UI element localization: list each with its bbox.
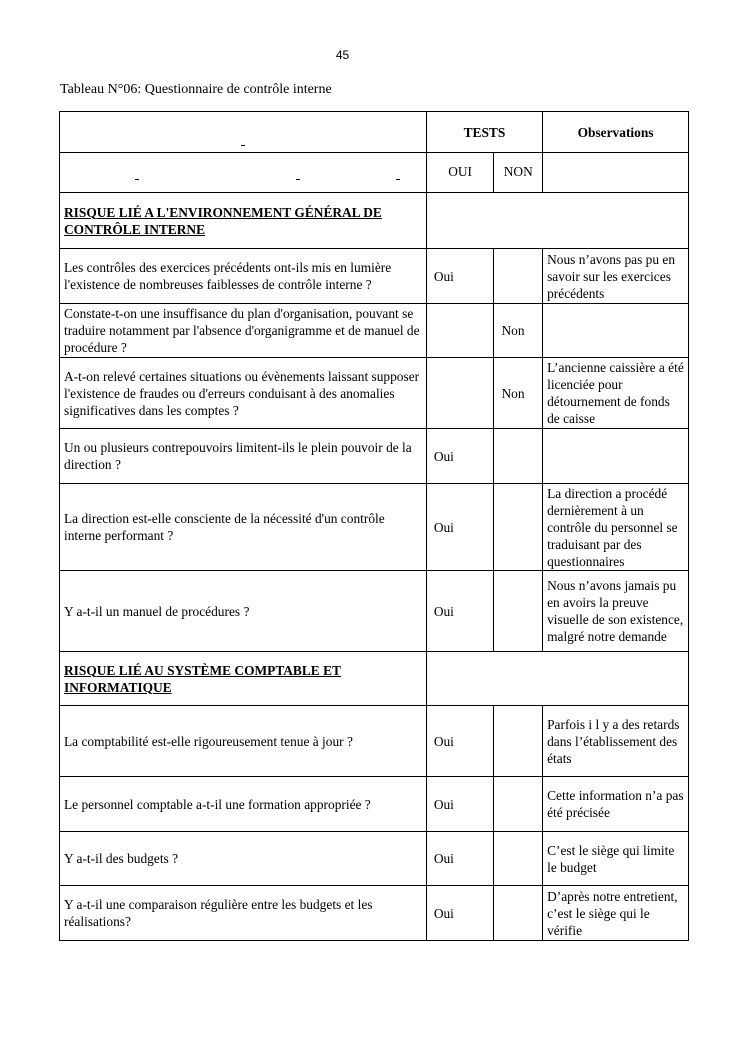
observation-cell — [543, 429, 689, 484]
oui-cell: Oui — [426, 886, 494, 941]
table-row — [60, 358, 689, 429]
placeholder-mark — [396, 179, 400, 180]
section-title: RISQUE LIÉ A L'ENVIRONNEMENT GÉNÉRAL DE CONTRÔLE INTERNE — [60, 193, 427, 249]
non-cell — [494, 429, 543, 484]
table-row — [60, 304, 689, 358]
observation-cell: D’après notre entretient, c’est le siège qui le vérifie — [543, 886, 689, 941]
non-cell — [494, 484, 543, 571]
observation-cell: C’est le siège qui limite le budget — [543, 832, 689, 886]
section-spacer — [426, 193, 688, 249]
oui-cell — [426, 304, 494, 358]
section-row — [60, 652, 689, 706]
observation-cell: Nous n’avons pas pu en savoir sur les exercices précédents — [543, 249, 689, 304]
observation-cell — [543, 304, 689, 358]
table-row — [60, 484, 689, 571]
non-cell — [494, 249, 543, 304]
table-row — [60, 571, 689, 652]
oui-cell: Oui — [426, 832, 494, 886]
header-non: NON — [494, 153, 543, 193]
subheader-question-cell — [60, 153, 427, 193]
table-row — [60, 777, 689, 832]
non-cell: Non — [494, 304, 543, 358]
section-title: RISQUE LIÉ AU SYSTÈME COMPTABLE ET INFORMATIQUE — [60, 652, 427, 706]
observation-cell: L’ancienne caissière a été licenciée pour détournement de fonds de caisse — [543, 358, 689, 429]
section-row — [60, 193, 689, 249]
subheader-observations-cell — [543, 153, 689, 193]
table-row — [60, 429, 689, 484]
placeholder-mark — [241, 145, 245, 146]
question-cell: A-t-on relevé certaines situations ou évènements laissant supposer l'existence de fraudes ou d'erreurs conduisant à des anomalies significatives dans les comptes ? — [60, 358, 427, 429]
header-oui: OUI — [426, 153, 494, 193]
table-row — [60, 249, 689, 304]
section-spacer — [426, 652, 688, 706]
question-cell: Y a-t-il un manuel de procédures ? — [60, 571, 427, 652]
non-cell — [494, 777, 543, 832]
header-question-cell — [60, 112, 427, 153]
oui-cell: Oui — [426, 429, 494, 484]
header-tests: TESTS — [426, 112, 542, 153]
question-cell: Le personnel comptable a-t-il une formation appropriée ? — [60, 777, 427, 832]
question-cell: Y a-t-il une comparaison régulière entre les budgets et les réalisations? — [60, 886, 427, 941]
question-cell: Y a-t-il des budgets ? — [60, 832, 427, 886]
placeholder-mark — [135, 179, 139, 180]
non-cell — [494, 571, 543, 652]
placeholder-mark — [296, 179, 300, 180]
table-row — [60, 832, 689, 886]
observation-cell: Parfois i l y a des retards dans l’établissement des états — [543, 706, 689, 777]
page-number: 45 — [335, 48, 350, 62]
control-questionnaire-table — [59, 111, 689, 941]
oui-cell: Oui — [426, 571, 494, 652]
subheader-row — [60, 153, 689, 193]
question-cell: Les contrôles des exercices précédents ont-ils mis en lumière l'existence de nombreuses faiblesses de contrôle interne ? — [60, 249, 427, 304]
question-cell: Constate-t-on une insuffisance du plan d'organisation, pouvant se traduire notamment par l'absence d'organigramme et de manuel de procédure ? — [60, 304, 427, 358]
oui-cell: Oui — [426, 484, 494, 571]
oui-cell: Oui — [426, 249, 494, 304]
table-row — [60, 706, 689, 777]
oui-cell: Oui — [426, 777, 494, 832]
non-cell: Non — [494, 358, 543, 429]
header-observations: Observations — [543, 112, 689, 153]
oui-cell: Oui — [426, 706, 494, 777]
non-cell — [494, 832, 543, 886]
table-caption: Tableau N°06: Questionnaire de contrôle interne — [60, 82, 332, 97]
non-cell — [494, 886, 543, 941]
observation-cell: La direction a procédé dernièrement à un contrôle du personnel se traduisant par des questionnaires — [543, 484, 689, 571]
oui-cell — [426, 358, 494, 429]
observation-cell: Nous n’avons jamais pu en avoirs la preuve visuelle de son existence, malgré notre demande — [543, 571, 689, 652]
header-row — [60, 112, 689, 153]
question-cell: La direction est-elle consciente de la nécessité d'un contrôle interne performant ? — [60, 484, 427, 571]
table-row — [60, 886, 689, 941]
question-cell: La comptabilité est-elle rigoureusement tenue à jour ? — [60, 706, 427, 777]
question-cell: Un ou plusieurs contrepouvoirs limitent-ils le plein pouvoir de la direction ? — [60, 429, 427, 484]
non-cell — [494, 706, 543, 777]
observation-cell: Cette information n’a pas été précisée — [543, 777, 689, 832]
